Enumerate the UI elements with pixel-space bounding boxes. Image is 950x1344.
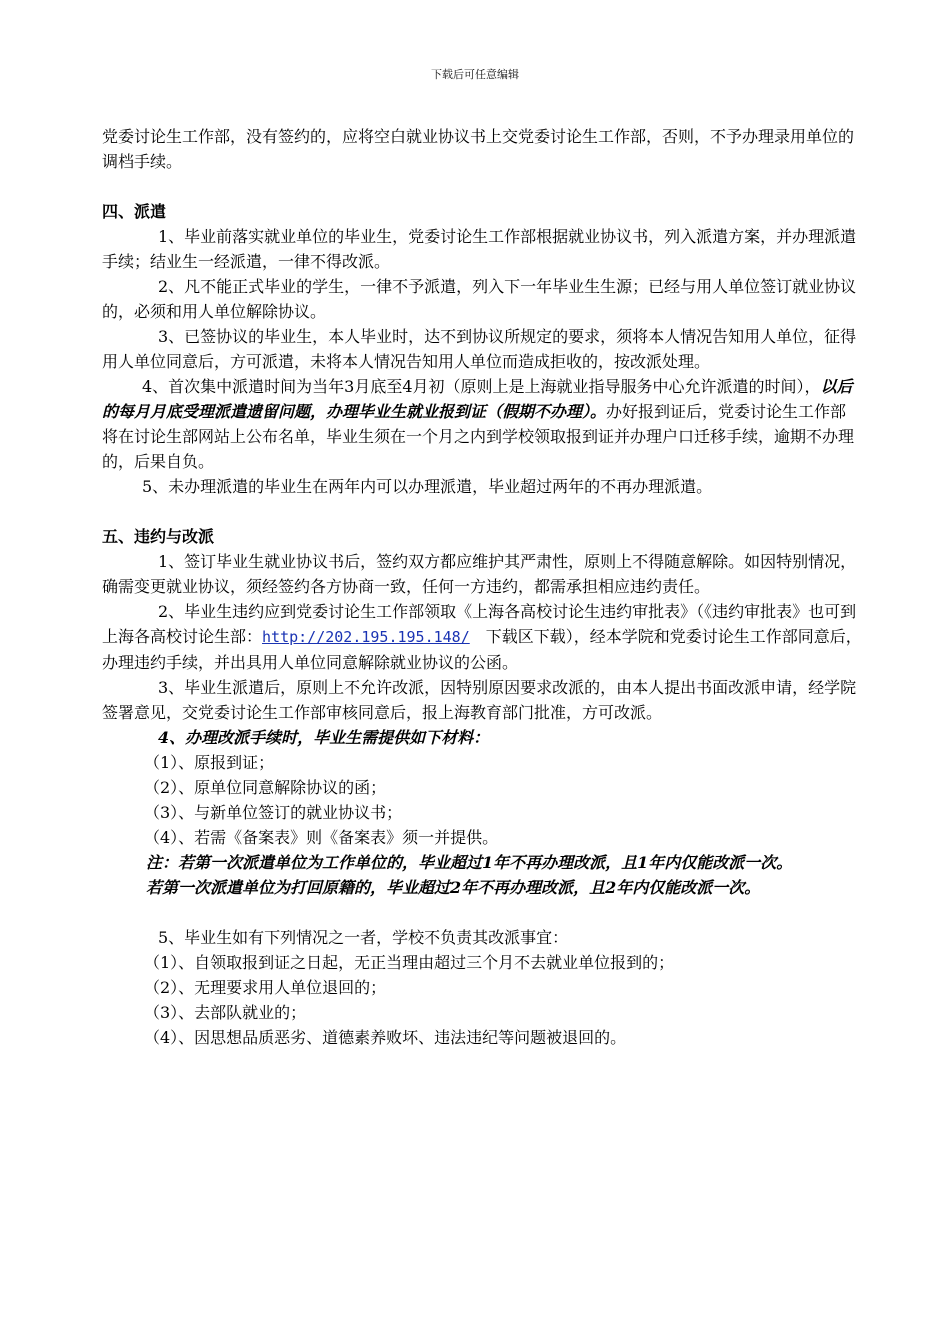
sec4-paragraph-5: 5、未办理派遣的毕业生在两年内可以办理派遣，毕业超过两年的不再办理派遣。 <box>142 477 713 496</box>
sec4-paragraph-4 <box>102 374 862 474</box>
sec5-paragraph-2 <box>102 599 862 675</box>
sec4-paragraph-2: 2、凡不能正式毕业的学生，一律不予派遣，列入下一年毕业生生源；已经与用人单位签订就业协议的，必须和用人单位解除协议。 <box>102 277 857 321</box>
material-item: （4）、若需《备案表》则《备案表》须一并提供。 <box>144 828 499 847</box>
sec4-p4-part-a: 4、首次集中派遣时间为当年3月底至4月初（原则上是上海就业指导服务中心允许派遣的时间）， <box>142 377 821 396</box>
document-body <box>102 124 862 1050</box>
sec4-p4-part-c: 办好报到证后，党委讨论生工作部将在讨论生部网站上公布名单，毕业生须在一个月之内到学校领取报到证并办理户口迁移手续，逾期不办理的，后果自负。 <box>102 402 855 471</box>
section-5-heading: 五、违约与改派 <box>102 527 215 546</box>
sec4-paragraph-3: 3、已签协议的毕业生，本人毕业时，达不到协议所规定的要求，须将本人情况告知用人单位，征得用人单位同意后，方可派遣，未将本人情况告知用人单位而造成拒收的，按改派处理。 <box>102 327 857 371</box>
page-header: 下载后可任意编辑 <box>431 68 519 81</box>
case-item: （3）、去部队就业的； <box>144 1003 307 1022</box>
case-item: （4）、因思想品质恶劣、道德素养败坏、违法违纪等问题被退回的。 <box>144 1028 627 1047</box>
sec4-p4-emphasis: 以后的每月月底受理派遣遗留问题，办理毕业生就业报到证（假期不办理）。 <box>102 377 853 421</box>
download-link[interactable]: http://202.195.195.148/ <box>262 628 470 646</box>
sec5-p2-part-a: 2、毕业生违约应到党委讨论生工作部领取《上海各高校讨论生违约审批表》（《违约审批表》也可到上海各高校讨论生部： <box>102 602 857 646</box>
case-item: （1）、自领取报到证之日起，无正当理由超过三个月不去就业单位报到的； <box>144 953 675 972</box>
sec5-paragraph-3: 3、毕业生派遣后，原则上不允许改派，因特别原因要求改派的，由本人提出书面改派申请，经学院签署意见，交党委讨论生工作部审核同意后，报上海教育部门批准，方可改派。 <box>102 678 857 722</box>
intro-paragraph: 党委讨论生工作部，没有签约的，应将空白就业协议书上交党委讨论生工作部，否则，不予办理录用单位的调档手续。 <box>102 127 855 171</box>
note-2: 若第一次派遣单位为打回原籍的，毕业超过2年不再办理改派，且2年内仅能改派一次。 <box>146 878 761 897</box>
material-item: （3）、与新单位签订的就业协议书； <box>144 803 403 822</box>
note-1: 注：若第一次派遣单位为工作单位的，毕业超过1年不再办理改派，且1年内仅能改派一次。 <box>146 853 793 872</box>
sec4-paragraph-1: 1、毕业前落实就业单位的毕业生，党委讨论生工作部根据就业协议书，列入派遣方案，并办理派遣手续；结业生一经派遣，一律不得改派。 <box>102 227 857 271</box>
sec5-paragraph-4: 4、办理改派手续时，毕业生需提供如下材料： <box>158 728 490 747</box>
sec5-paragraph-1: 1、签订毕业生就业协议书后，签约双方都应维护其严肃性，原则上不得随意解除。如因特别情况，确需变更就业协议，须经签约各方协商一致，任何一方违约，都需承担相应违约责任。 <box>102 552 857 596</box>
sec5-p2-part-b: 下载区下载），经本学院和党委讨论生工作部同意后，办理违约手续，并出具用人单位同意解除就业协议的公函。 <box>102 627 862 672</box>
material-item: （1）、原报到证； <box>144 753 275 772</box>
section-4-heading: 四、派遣 <box>102 202 167 221</box>
material-item: （2）、原单位同意解除协议的函； <box>144 778 387 797</box>
case-item: （2）、无理要求用人单位退回的； <box>144 978 387 997</box>
sec5-paragraph-5: 5、毕业生如有下列情况之一者，学校不负责其改派事宜： <box>158 928 569 947</box>
